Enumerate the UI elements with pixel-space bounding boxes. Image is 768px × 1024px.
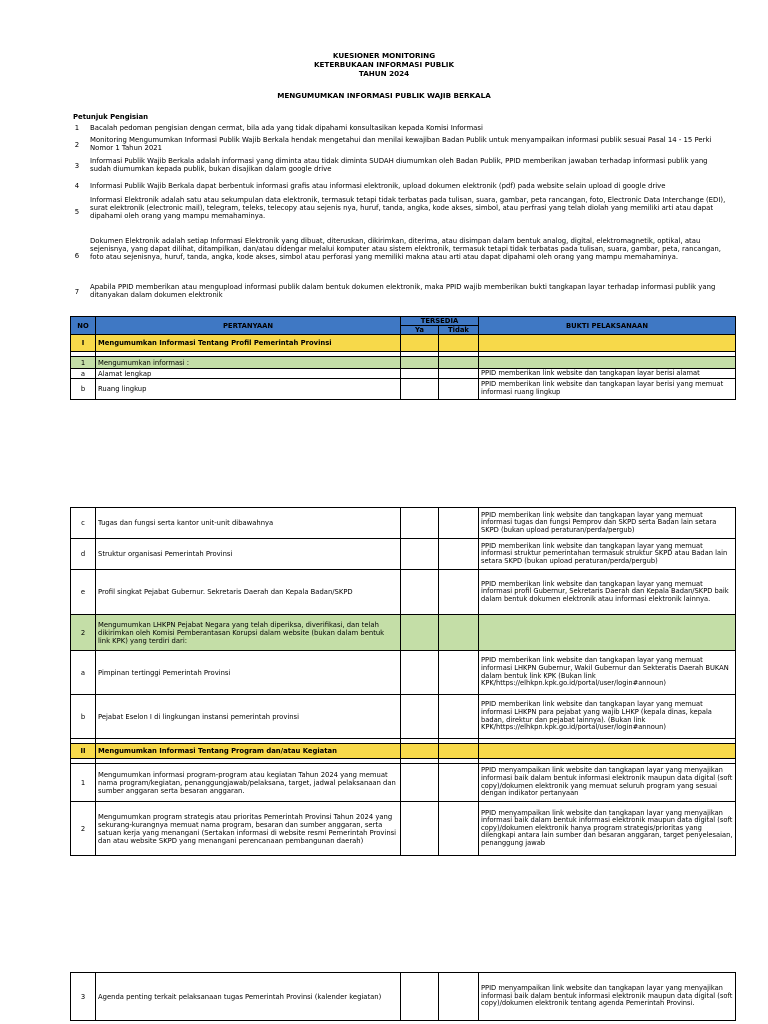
row-number: 1	[71, 764, 96, 802]
table-row	[71, 369, 736, 379]
instruction-text: Informasi Publik Wajib Berkala adalah informasi yang diminta atau tidak diminta SUDAH diumumkan oleh Badan Publik, PPID memberikan jawaban terhadap informasi publik yang sudah diumumkan kepada publik, bukan disajikan dalam google drive	[90, 157, 708, 174]
instruction-number: 5	[74, 208, 80, 216]
row-question: Pejabat Eselon I di lingkungan instansi pemerintah provinsi	[96, 695, 401, 739]
col-header-tidak: Tidak	[439, 326, 479, 335]
instruction-item	[70, 157, 730, 175]
doc-subtitle: MENGUMUMKAN INFORMASI PUBLIK WAJIB BERKALA	[277, 91, 491, 100]
instruction-number: 7	[74, 288, 80, 296]
table-row	[71, 539, 736, 570]
cell-tidak[interactable]	[439, 695, 479, 739]
cell-ya[interactable]	[401, 570, 439, 615]
row-question: Ruang lingkup	[96, 379, 401, 400]
instruction-item	[70, 283, 730, 301]
instruction-item	[70, 196, 730, 224]
cell-tidak[interactable]	[439, 802, 479, 856]
instruction-number: 6	[74, 252, 80, 260]
row-number: b	[71, 379, 96, 400]
doc-title-line1: KUESIONER MONITORING	[332, 51, 436, 60]
table-row	[71, 744, 736, 759]
row-question: Alamat lengkap	[96, 369, 401, 379]
cell-tidak[interactable]	[439, 508, 479, 539]
instruction-item	[70, 136, 730, 154]
row-evidence: PPID memberikan link website dan tangkapan layar yang memuat informasi tugas dan fungsi Pemprov dan SKPD serta Badan lain setara SKPD (bukan upload peraturan/perda/pergub)	[479, 508, 736, 539]
row-question: Mengumumkan LHKPN Pejabat Negara yang telah diperiksa, diverifikasi, dan telah dikirimkan oleh Komisi Pemberantasan Korupsi dalam website (bukan dalam bentuk link KPK) yang terdiri dari:	[96, 615, 401, 651]
col-header-bukti: BUKTI PELAKSANAAN	[479, 317, 736, 335]
cell-ya[interactable]	[401, 379, 439, 400]
table-row	[71, 357, 736, 369]
cell-tidak[interactable]	[439, 973, 479, 1021]
row-question: Mengumumkan Informasi Tentang Profil Pemerintah Provinsi	[96, 335, 401, 352]
row-number: d	[71, 539, 96, 570]
row-evidence: PPID menyampaikan link website dan tangkapan layar yang menyajikan informasi baik dalam bentuk informasi elektronik maupun data digital (soft copy)/dokumen elektronik tentang agenda Pemerintah Provinsi.	[479, 973, 736, 1021]
cell-ya[interactable]	[401, 335, 439, 352]
row-number: a	[71, 651, 96, 695]
row-question: Tugas dan fungsi serta kantor unit-unit dibawahnya	[96, 508, 401, 539]
row-evidence: PPID menyampaikan link website dan tangkapan layar yang menyajikan informasi baik dalam bentuk informasi elektronik maupun data digital (soft copy)/dokumen elektronik yang memuat seluruh program yang sesuai dengan indikator pertanyaan	[479, 764, 736, 802]
row-number: II	[71, 744, 96, 759]
row-evidence: PPID memberikan link website dan tangkapan layar berisi alamat	[479, 369, 736, 379]
row-question: Mengumumkan informasi program-program atau kegiatan Tahun 2024 yang memuat nama program/kegiatan, penanggungjawab/pelaksana, target, jadwal pelaksanaan dan sumber anggaran serta besaran anggaran.	[96, 764, 401, 802]
table-row	[71, 335, 736, 352]
row-number: e	[71, 570, 96, 615]
cell-tidak[interactable]	[439, 764, 479, 802]
row-question: Profil singkat Pejabat Gubernur. Sekretaris Daerah dan Kepala Badan/SKPD	[96, 570, 401, 615]
cell-tidak[interactable]	[439, 357, 479, 369]
row-evidence: PPID memberikan link website dan tangkapan layar yang memuat informasi profil Gubernur, Sekretaris Daerah dan Kepala Badan/SKPD baik dalam bentuk dokumen elektronik atau informasi elektronik lainnya.	[479, 570, 736, 615]
row-evidence	[479, 335, 736, 352]
row-number: 2	[71, 802, 96, 856]
instruction-number: 3	[74, 162, 80, 170]
row-evidence: PPID memberikan link website dan tangkapan layar yang memuat informasi LHKPN para pejabat yang wajib LHKP (kepala dinas, kepala badan, direktur dan pejabat lainnya). (Bukan link KPK/https://elhkpn.kpk.go.id/portal/user/login#announ)	[479, 695, 736, 739]
questionnaire-table-part3	[70, 972, 736, 1021]
row-evidence: PPID menyampaikan link website dan tangkapan layar yang menyajikan informasi baik dalam bentuk informasi elektronik maupun data digital (soft copy)/dokumen elektronik hanya program strategis/prioritas yang dilengkapi antara lain sumber dan besaran anggaran, target penyelesaian, penanggung jawab	[479, 802, 736, 856]
row-number: I	[71, 335, 96, 352]
table-row	[71, 802, 736, 856]
doc-title-line3: TAHUN 2024	[358, 69, 410, 78]
table-row	[71, 615, 736, 651]
table-row	[71, 651, 736, 695]
cell-ya[interactable]	[401, 357, 439, 369]
instruction-number: 4	[74, 182, 80, 190]
row-question: Agenda penting terkait pelaksanaan tugas Pemerintah Provinsi (kalender kegiatan)	[96, 973, 401, 1021]
doc-title-line2: KETERBUKAAN INFORMASI PUBLIK	[313, 60, 455, 69]
row-number: a	[71, 369, 96, 379]
instruction-text: Informasi Publik Wajib Berkala dapat berbentuk informasi grafis atau informasi elektronik, upload dokumen elektronik (pdf) pada website selain upload di google drive	[90, 182, 666, 190]
instructions-heading: Petunjuk Pengisian	[73, 113, 149, 121]
row-evidence: PPID memberikan link website dan tangkapan layar yang memuat informasi LHKPN Gubernur, Wakil Gubernur dan Sekteratis Daerah BUKAN dalam bentuk link KPK (Bukan link KPK/https://elhkpn.kpk.go.id/portal/user/login#announ)	[479, 651, 736, 695]
cell-ya[interactable]	[401, 651, 439, 695]
row-evidence: PPID memberikan link website dan tangkapan layar yang memuat informasi struktur pemerintahan termasuk struktur SKPD atau Badan lain setara SKPD (bukan upload peraturan/perda/pergub)	[479, 539, 736, 570]
table-header-row	[71, 317, 736, 326]
cell-tidak[interactable]	[439, 615, 479, 651]
cell-ya[interactable]	[401, 764, 439, 802]
instruction-text: Apabila PPID memberikan atau mengupload informasi publik dalam bentuk dokumen elektronik, maka PPID wajib memberikan bukti tangkapan layar terhadap informasi publik yang ditanyakan dalam dokumen elektronik	[90, 283, 716, 300]
questionnaire-table-part1	[70, 316, 736, 400]
row-evidence	[479, 744, 736, 759]
instruction-text: Informasi Elektronik adalah satu atau sekumpulan data elektronik, termasuk tetapi tidak terbatas pada tulisan, suara, gambar, peta rancangan, foto, Electronic Data Interchange (EDI), surat elektronik (electronic mail), telegram, teleks, telecopy atau sejenis nya, huruf, tanda, angka, kode akses, simbol, atau perfrasi yang telah diolah yang memiliki arti atau dapat dipahami oleh orang yang mampu memahaminya.	[90, 196, 726, 221]
cell-ya[interactable]	[401, 973, 439, 1021]
instruction-number: 2	[74, 141, 80, 149]
row-question: Mengumumkan program strategis atau prioritas Pemerintah Provinsi Tahun 2024 yang sekurang-kurangnya memuat nama program, besaran dan sumber anggaran, serta satuan kerja yang menangani (Sertakan informasi di website resmi Pemerintah Provinsi dan atau website SKPD yang menangani perencanaan pembangunan daerah)	[96, 802, 401, 856]
instruction-item	[70, 182, 730, 191]
col-header-ya: Ya	[401, 326, 439, 335]
instruction-item	[70, 124, 730, 133]
cell-tidak[interactable]	[439, 369, 479, 379]
row-evidence: PPID memberikan link website dan tangkapan layar berisi yang memuat informasi ruang lingkup	[479, 379, 736, 400]
row-evidence	[479, 615, 736, 651]
row-number: 3	[71, 973, 96, 1021]
table-row	[71, 508, 736, 539]
row-question: Mengumumkan informasi :	[96, 357, 401, 369]
cell-tidak[interactable]	[439, 379, 479, 400]
questionnaire-table-part2	[70, 507, 736, 856]
instruction-item	[70, 237, 730, 275]
row-number: c	[71, 508, 96, 539]
table-row	[71, 695, 736, 739]
cell-ya[interactable]	[401, 695, 439, 739]
col-header-tersedia: TERSEDIA	[401, 317, 479, 326]
row-question: Mengumumkan Informasi Tentang Program dan/atau Kegiatan	[96, 744, 401, 759]
row-question: Pimpinan tertinggi Pemerintah Provinsi	[96, 651, 401, 695]
row-evidence	[479, 357, 736, 369]
instruction-number: 1	[74, 124, 80, 132]
cell-tidak[interactable]	[439, 570, 479, 615]
row-number: 1	[71, 357, 96, 369]
cell-ya[interactable]	[401, 802, 439, 856]
col-header-no: NO	[71, 317, 96, 335]
cell-ya[interactable]	[401, 744, 439, 759]
cell-tidak[interactable]	[439, 539, 479, 570]
table-row	[71, 570, 736, 615]
col-header-pertanyaan: PERTANYAAN	[96, 317, 401, 335]
row-number: 2	[71, 615, 96, 651]
table-row	[71, 973, 736, 1021]
cell-tidak[interactable]	[439, 651, 479, 695]
instruction-text: Dokumen Elektronik adalah setiap Informasi Elektronik yang dibuat, diteruskan, dikirimkan, diterima, atau disimpan dalam bentuk analog, digital, elektromagnetik, optikal, atau sejenisnya, yang dapat dilihat, ditampilkan, dan/atau didengar melalui komputer atau sistem elektronik, termasuk tetapi tidak terbatas pada tulisan, suara, gambar, peta, rancangan, foto atau sejenisnya, huruf, tanda, angka, kode akses, simbol atau perforasi yang memiliki makna atau arti atau dapat dipahami oleh orang yang mampu memahaminya.	[90, 237, 721, 262]
table-row	[71, 379, 736, 400]
instruction-text: Bacalah pedoman pengisian dengan cermat, bila ada yang tidak dipahami konsultasikan kepada Komisi Informasi	[90, 124, 483, 132]
cell-ya[interactable]	[401, 615, 439, 651]
cell-ya[interactable]	[401, 508, 439, 539]
row-question: Struktur organisasi Pemerintah Provinsi	[96, 539, 401, 570]
row-number: b	[71, 695, 96, 739]
table-row	[71, 764, 736, 802]
cell-ya[interactable]	[401, 539, 439, 570]
cell-tidak[interactable]	[439, 335, 479, 352]
cell-tidak[interactable]	[439, 744, 479, 759]
instruction-text: Monitoring Mengumumkan Informasi Publik Wajib Berkala hendak mengetahui dan menilai kewajiban Badan Publik untuk menyampaikan informasi publik sesuai Pasal 14 - 15 Perki Nomor 1 Tahun 2021	[90, 136, 712, 153]
cell-ya[interactable]	[401, 369, 439, 379]
